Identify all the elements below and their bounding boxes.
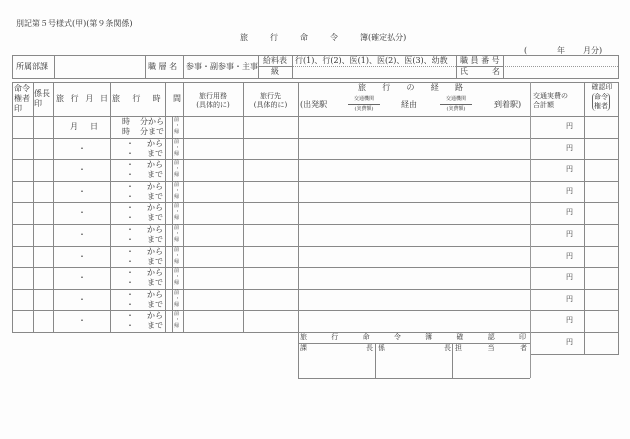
from-label: から bbox=[147, 203, 163, 213]
header-char: 間 bbox=[172, 94, 181, 103]
chief-seal-field[interactable] bbox=[34, 268, 52, 288]
grid-line bbox=[530, 354, 531, 378]
confirm-seal-field[interactable] bbox=[585, 225, 617, 245]
purpose-field[interactable] bbox=[184, 182, 242, 202]
page-title bbox=[240, 34, 406, 42]
chief-seal-field[interactable] bbox=[34, 290, 52, 310]
header-line: 係長 bbox=[34, 89, 50, 98]
header-char: 旅 bbox=[358, 83, 366, 92]
time-separator: ・ bbox=[126, 181, 134, 191]
confirm-seal-field[interactable] bbox=[585, 182, 617, 202]
title-char: 印 bbox=[518, 333, 526, 341]
yen-label: 円 bbox=[566, 143, 573, 152]
travel-time-header bbox=[112, 95, 181, 103]
route-field[interactable] bbox=[299, 182, 529, 202]
time-separator: ・ bbox=[126, 235, 134, 244]
ampm-label: 帰 bbox=[174, 301, 180, 308]
header-char: 旅 bbox=[112, 94, 120, 103]
title-char: 命 bbox=[300, 33, 308, 42]
grid-line bbox=[530, 354, 619, 355]
route-segment-1 bbox=[348, 95, 380, 113]
approver-seal-field[interactable] bbox=[13, 160, 32, 180]
cost-label: (実費額) bbox=[354, 106, 374, 112]
destination-field[interactable] bbox=[244, 203, 297, 223]
destination-field[interactable] bbox=[244, 160, 297, 180]
label-char: 長 bbox=[444, 344, 451, 352]
section-chief-label bbox=[300, 345, 373, 352]
approver-seal-field[interactable] bbox=[13, 268, 32, 288]
route-segment-2 bbox=[440, 95, 472, 113]
total-header bbox=[533, 92, 568, 110]
chief-seal-field[interactable] bbox=[34, 203, 52, 223]
time-separator: ・ bbox=[126, 148, 134, 158]
yen-label: 円 bbox=[566, 338, 573, 346]
date-separator: ・ bbox=[78, 186, 86, 196]
route-field[interactable] bbox=[299, 290, 529, 310]
header-line: 交通実費の bbox=[533, 92, 568, 100]
route-depart: (出発駅 bbox=[300, 100, 328, 109]
date-separator: ・ bbox=[78, 143, 86, 153]
ampm-label: ・ bbox=[175, 317, 181, 324]
destination-field[interactable] bbox=[244, 182, 297, 202]
salary-options[interactable]: 行(1)、行(2)、医(1)、医(2)、医(3)、幼教 bbox=[295, 56, 448, 65]
ampm-label: 帰 bbox=[174, 129, 180, 135]
date-separator: ・ bbox=[78, 294, 86, 304]
header-line: 印 bbox=[14, 104, 22, 113]
travel-date-header bbox=[56, 95, 108, 103]
ampm-label: 前 bbox=[174, 268, 180, 275]
destination-field[interactable] bbox=[244, 247, 297, 267]
total-field[interactable] bbox=[531, 139, 583, 159]
chief-seal-field[interactable] bbox=[34, 311, 52, 331]
confirm-seal-field[interactable] bbox=[585, 268, 617, 288]
period-year: 年 bbox=[557, 46, 565, 55]
route-field[interactable] bbox=[299, 203, 529, 223]
time-separator: ・ bbox=[126, 203, 134, 213]
confirm-seal-field[interactable] bbox=[585, 247, 617, 267]
staff-number-label: 職 員 番 号 bbox=[460, 56, 500, 65]
destination-field[interactable] bbox=[244, 225, 297, 245]
hour-label: 時 bbox=[122, 117, 130, 126]
ampm-label: ・ bbox=[175, 252, 181, 259]
purpose-field[interactable] bbox=[184, 268, 242, 288]
grade-label: 級 bbox=[271, 67, 279, 76]
route-title bbox=[358, 84, 463, 92]
approver-seal-field[interactable] bbox=[13, 247, 32, 267]
header-char: の bbox=[406, 83, 415, 92]
label-char: 長 bbox=[366, 344, 373, 352]
ampm-label: ・ bbox=[175, 274, 181, 281]
time-separator: ・ bbox=[126, 170, 134, 180]
date-separator: ・ bbox=[78, 165, 86, 175]
time-separator: ・ bbox=[126, 268, 134, 278]
section-chief-seal-field[interactable] bbox=[299, 355, 374, 377]
label-char: 当 bbox=[487, 344, 495, 352]
grand-total-field[interactable] bbox=[531, 333, 583, 353]
rank-value[interactable]: 参事・副参事・主事 bbox=[186, 62, 258, 71]
from-label: から bbox=[147, 160, 163, 170]
header-char: 行 bbox=[132, 94, 141, 103]
header-char: 旅 bbox=[56, 94, 64, 103]
ampm-label: 前 bbox=[174, 311, 180, 318]
total-field[interactable] bbox=[531, 290, 583, 310]
minute-from-label: 分から bbox=[140, 117, 164, 126]
chief-seal-field[interactable] bbox=[34, 225, 52, 245]
yen-label: 円 bbox=[566, 122, 573, 130]
header-line: 権者 bbox=[594, 102, 608, 110]
date-separator: ・ bbox=[78, 208, 86, 218]
sub-chief-seal-field[interactable] bbox=[376, 355, 451, 377]
purpose-field[interactable] bbox=[184, 117, 242, 137]
header-line: 合計額 bbox=[533, 101, 554, 109]
grid-line bbox=[165, 82, 166, 332]
yen-label: 円 bbox=[566, 165, 573, 174]
destination-field[interactable] bbox=[244, 139, 297, 159]
label-char: 者 bbox=[520, 344, 527, 352]
date-separator: ・ bbox=[78, 316, 86, 326]
time-separator: ・ bbox=[126, 256, 134, 266]
ampm-label: 前 bbox=[174, 117, 180, 123]
title-char: 令 bbox=[393, 333, 401, 341]
yen-label: 円 bbox=[566, 251, 573, 260]
total-field[interactable] bbox=[531, 311, 583, 331]
person-in-charge-label bbox=[455, 345, 527, 352]
title-char: 認 bbox=[487, 333, 495, 341]
route-field[interactable] bbox=[299, 160, 529, 180]
title-char: 行 bbox=[331, 333, 339, 341]
title-char: 簿 bbox=[425, 333, 433, 341]
purpose-field[interactable] bbox=[184, 203, 242, 223]
route-field[interactable] bbox=[299, 247, 529, 267]
time-separator: ・ bbox=[126, 278, 134, 288]
chief-seal-header bbox=[34, 89, 50, 109]
header-char: 行 bbox=[382, 83, 391, 92]
name-field[interactable] bbox=[504, 67, 617, 77]
time-separator: ・ bbox=[126, 138, 134, 148]
yen-label: 円 bbox=[566, 273, 573, 282]
person-in-charge-seal-field[interactable] bbox=[453, 355, 529, 377]
approver-seal-field[interactable] bbox=[13, 225, 32, 245]
title-char: 命 bbox=[362, 333, 370, 341]
route-via: 経由 bbox=[401, 100, 417, 109]
header-line: 旅行用務 bbox=[199, 92, 227, 100]
ampm-label: ・ bbox=[175, 144, 181, 151]
destination-field[interactable] bbox=[244, 268, 297, 288]
header-line: 命令 bbox=[594, 93, 608, 101]
purpose-field[interactable] bbox=[184, 311, 242, 331]
ampm-label: ・ bbox=[175, 231, 181, 237]
ampm-label: 前 bbox=[174, 160, 180, 167]
time-separator: ・ bbox=[126, 213, 134, 223]
purpose-field[interactable] bbox=[184, 290, 242, 310]
ampm-label: ・ bbox=[175, 166, 181, 173]
title-char: 旅 bbox=[240, 33, 248, 42]
chief-seal-field[interactable] bbox=[34, 247, 52, 267]
chief-seal-field[interactable] bbox=[34, 182, 52, 202]
approver-seal-field[interactable] bbox=[13, 182, 32, 202]
title-char: 確 bbox=[456, 333, 464, 341]
destination-header bbox=[243, 92, 298, 110]
ampm-label: 前 bbox=[174, 181, 180, 188]
date-separator: ・ bbox=[78, 273, 86, 283]
total-field[interactable] bbox=[531, 182, 583, 202]
route-field[interactable] bbox=[299, 117, 529, 137]
to-label: まで bbox=[147, 299, 163, 309]
ampm-label: 帰 bbox=[174, 215, 180, 222]
title-char: 旅 bbox=[300, 333, 307, 341]
sub-chief-label bbox=[378, 345, 451, 352]
total-field[interactable] bbox=[531, 268, 583, 288]
confirm-header: 確認印 bbox=[591, 83, 613, 91]
header-char: 月 bbox=[85, 94, 94, 103]
purpose-field[interactable] bbox=[184, 247, 242, 267]
confirm-sub-header bbox=[592, 93, 610, 111]
to-label: まで bbox=[147, 256, 163, 266]
to-label: まで bbox=[147, 235, 163, 244]
purpose-field[interactable] bbox=[184, 225, 242, 245]
ampm-label: ・ bbox=[175, 187, 181, 194]
confirm-seal-field[interactable] bbox=[585, 311, 617, 331]
purpose-field[interactable] bbox=[184, 139, 242, 159]
grid-line bbox=[298, 343, 530, 344]
total-field[interactable] bbox=[531, 117, 583, 137]
confirm-box-title bbox=[300, 334, 526, 341]
to-label: まで bbox=[147, 148, 163, 158]
route-arrive: 到着駅) bbox=[494, 100, 522, 109]
approver-seal-field[interactable] bbox=[13, 117, 32, 137]
to-label: まで bbox=[147, 278, 163, 288]
period-open: ( bbox=[524, 46, 528, 55]
ampm-label: ・ bbox=[175, 295, 181, 302]
ampm-label: 前 bbox=[174, 289, 180, 296]
chief-seal-field[interactable] bbox=[34, 160, 52, 180]
confirm-seal-field[interactable] bbox=[585, 117, 617, 137]
header-char: 時 bbox=[152, 94, 161, 103]
time-separator: ・ bbox=[126, 246, 134, 256]
name-label-b: 名 bbox=[492, 67, 500, 76]
route-field[interactable] bbox=[299, 311, 529, 331]
chief-seal-field[interactable] bbox=[34, 139, 52, 159]
transport-label: 交通機関 bbox=[440, 95, 472, 105]
from-label: から bbox=[147, 138, 163, 148]
header-line: (具体的に) bbox=[253, 101, 288, 109]
total-field[interactable] bbox=[531, 247, 583, 267]
title-char: 簿 bbox=[360, 33, 368, 42]
header-line: 旅行先 bbox=[260, 92, 281, 100]
date-day-label: 日 bbox=[90, 122, 98, 131]
title-char: 行 bbox=[270, 33, 278, 42]
grid-line bbox=[618, 82, 619, 332]
header-line: 権者 bbox=[14, 94, 30, 103]
salary-label: 給料表 bbox=[263, 56, 287, 65]
time-separator: ・ bbox=[126, 160, 134, 170]
ampm-label: 帰 bbox=[174, 193, 180, 200]
destination-field[interactable] bbox=[244, 117, 297, 137]
destination-field[interactable] bbox=[244, 311, 297, 331]
approver-seal-field[interactable] bbox=[13, 290, 32, 310]
yen-label: 円 bbox=[566, 208, 573, 217]
ampm-label: ・ bbox=[175, 123, 181, 129]
to-label: まで bbox=[147, 321, 163, 331]
staff-number-field[interactable] bbox=[504, 56, 617, 66]
yen-label: 円 bbox=[566, 230, 573, 238]
ampm-label: 前 bbox=[174, 225, 180, 231]
ampm-label: 帰 bbox=[174, 237, 180, 243]
ampm-label: 帰 bbox=[174, 280, 180, 287]
header-line: (具体的に) bbox=[196, 101, 230, 109]
confirm-seal-field[interactable] bbox=[585, 290, 617, 310]
confirm-seal-field[interactable] bbox=[585, 203, 617, 223]
label-char: 担 bbox=[455, 344, 462, 352]
from-label: から bbox=[147, 246, 163, 256]
from-label: から bbox=[147, 181, 163, 191]
grand-confirm-field[interactable] bbox=[585, 333, 617, 353]
to-label: まで bbox=[147, 170, 163, 180]
ampm-label: 前 bbox=[174, 138, 180, 145]
to-label: まで bbox=[147, 213, 163, 223]
route-field[interactable] bbox=[299, 268, 529, 288]
rank-label: 職 層 名 bbox=[148, 62, 178, 71]
date-month-label: 月 bbox=[70, 122, 78, 131]
time-separator: ・ bbox=[126, 289, 134, 299]
ampm-label: 帰 bbox=[174, 172, 180, 179]
header-line: 命令 bbox=[14, 84, 30, 93]
purpose-field[interactable] bbox=[184, 160, 242, 180]
approver-seal-field[interactable] bbox=[13, 139, 32, 159]
header-char: 行 bbox=[70, 94, 79, 103]
ampm-label: 前 bbox=[174, 246, 180, 253]
time-separator: ・ bbox=[126, 191, 134, 201]
confirm-seal-field[interactable] bbox=[585, 160, 617, 180]
header-char: 経 bbox=[430, 83, 439, 92]
total-field[interactable] bbox=[531, 225, 583, 245]
grid-line bbox=[298, 378, 530, 379]
ampm-label: ・ bbox=[175, 209, 181, 216]
date-separator: ・ bbox=[78, 251, 86, 261]
approver-seal-header bbox=[14, 84, 30, 114]
dept-field[interactable] bbox=[56, 57, 143, 76]
grid-line bbox=[618, 332, 619, 354]
total-field[interactable] bbox=[531, 160, 583, 180]
from-label: から bbox=[147, 289, 163, 299]
time-separator: ・ bbox=[126, 321, 134, 331]
time-separator: ・ bbox=[126, 225, 134, 234]
time-separator: ・ bbox=[126, 311, 134, 321]
header-line: 印 bbox=[34, 99, 42, 108]
minute-to-label: 分まで bbox=[140, 127, 164, 136]
title-suffix: (確定払分) bbox=[368, 33, 407, 42]
label-char: 課 bbox=[300, 344, 307, 352]
ampm-label: 前 bbox=[174, 203, 180, 210]
grid-line bbox=[12, 332, 619, 333]
grade-field[interactable] bbox=[293, 67, 455, 77]
approver-seal-field[interactable] bbox=[13, 311, 32, 331]
confirm-seal-field[interactable] bbox=[585, 139, 617, 159]
yen-label: 円 bbox=[566, 294, 573, 303]
chief-seal-field[interactable] bbox=[34, 117, 52, 137]
ampm-label: 帰 bbox=[174, 150, 180, 157]
purpose-header bbox=[183, 92, 243, 110]
header-char: 日 bbox=[99, 94, 108, 103]
from-label: から bbox=[147, 225, 163, 234]
ampm-label: 帰 bbox=[174, 258, 180, 265]
from-label: から bbox=[147, 311, 163, 321]
title-char: 令 bbox=[330, 33, 338, 42]
travel-date-field[interactable] bbox=[54, 117, 109, 137]
yen-label: 円 bbox=[566, 186, 573, 195]
name-label-a: 氏 bbox=[460, 67, 468, 76]
label-char: 係 bbox=[378, 344, 385, 352]
date-separator: ・ bbox=[78, 230, 86, 239]
ampm-label: 帰 bbox=[174, 323, 180, 330]
form-reference: 別記第５号様式(甲)(第９条関係) bbox=[16, 19, 133, 28]
transport-label: 交通機関 bbox=[348, 95, 380, 105]
grid-line bbox=[12, 82, 619, 83]
period-month: 月分) bbox=[583, 46, 603, 55]
to-label: まで bbox=[147, 191, 163, 201]
route-field[interactable] bbox=[299, 225, 529, 245]
total-field[interactable] bbox=[531, 203, 583, 223]
approver-seal-field[interactable] bbox=[13, 203, 32, 223]
yen-label: 円 bbox=[566, 316, 573, 325]
header-char: 路 bbox=[455, 83, 463, 92]
hour-label: 時 bbox=[122, 127, 130, 136]
route-field[interactable] bbox=[299, 139, 529, 159]
destination-field[interactable] bbox=[244, 290, 297, 310]
cost-label: (実費額) bbox=[446, 106, 466, 112]
time-separator: ・ bbox=[126, 299, 134, 309]
from-label: から bbox=[147, 268, 163, 278]
dept-label: 所属部課 bbox=[16, 62, 48, 71]
